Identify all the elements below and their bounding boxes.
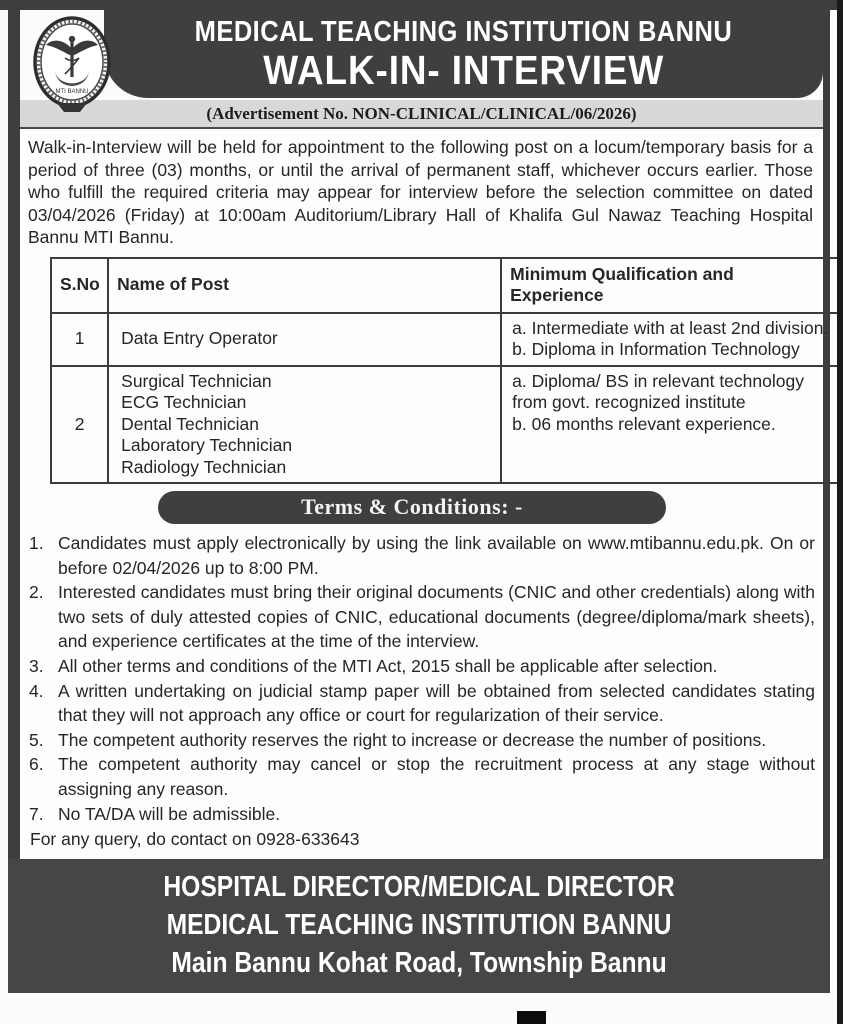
post-name: Surgical Technician <box>121 370 272 391</box>
post-name: Dental Technician <box>121 413 259 434</box>
list-item <box>26 679 815 728</box>
col-header-sno: S.No <box>51 258 108 313</box>
table-header-row <box>51 258 838 313</box>
walk-in-interview-title: WALK-IN- INTERVIEW <box>263 47 664 93</box>
terms-heading: Terms & Conditions: - <box>158 491 666 524</box>
item-text: Candidates must apply electronically by using the link available on www.mtibannu.edu.pk. On or before 02/04/2026 up to 8:00 PM. <box>58 533 815 578</box>
post-name: ECG Technician <box>121 392 247 412</box>
item-number: 3. <box>29 655 44 676</box>
row1-sno: 1 <box>51 313 108 366</box>
list-item <box>26 580 815 654</box>
list-item <box>26 531 815 580</box>
item-text: All other terms and conditions of the MTI Act, 2015 shall be applicable after selection. <box>58 655 718 676</box>
item-text: A written undertaking on judicial stamp paper will be obtained from selected candidates stating that they will not approach any office or court for regularization of their service. <box>58 680 815 726</box>
qualification-item: b. 06 months relevant experience. <box>512 413 776 434</box>
advertisement-number-line: (Advertisement No. NON-CLINICAL/CLINICAL/06/2026) <box>20 100 823 129</box>
item-number: 5. <box>29 729 44 750</box>
scan-edge-strip <box>837 0 843 1024</box>
footer-institution-line: MEDICAL TEACHING INSTITUTION BANNU <box>166 909 672 942</box>
header <box>20 10 823 100</box>
qualification-item: b. Diploma in Information Technology <box>512 339 800 359</box>
item-text: No TA/DA will be admissible. <box>58 803 281 824</box>
footer-address-line: Main Bannu Kohat Road, Township Bannu <box>171 947 667 980</box>
frame-top-border <box>0 0 843 10</box>
row1-qualification <box>501 313 838 366</box>
table-row <box>51 366 838 484</box>
qualification-item: a. Diploma/ BS in relevant technology from govt. recognized institute <box>512 370 804 412</box>
post-name: Laboratory Technician <box>121 435 293 455</box>
list-item <box>26 728 815 753</box>
row2-sno: 2 <box>51 366 108 484</box>
item-text: Interested candidates must bring their original documents (CNIC and other credentials) along with two sets of duly attested copies of CNIC, educational documents (degree/diploma/mark sheets), and experience certificates at the time of the interview. <box>58 582 815 652</box>
post-name: Data Entry Operator <box>121 328 278 349</box>
col-header-qualification: Minimum Qualification and Experience <box>501 258 838 313</box>
row2-posts <box>108 366 501 484</box>
row2-qualification <box>501 366 838 484</box>
intro-paragraph: Walk-in-Interview will be held for appointment to the following post on a locum/temporary basis for a period of three (03) months, or until the arrival of permanent staff, whichever occurs earlier. Those who fulfill the required criteria may appear for interview before the selection committee on dated 03/04/2026 (Friday) at 10:00am Auditorium/Library Hall of Khalifa Gul Nawaz Teaching Hospital Bannu MTI Bannu. <box>28 137 813 247</box>
query-contact-line: For any query, do contact on 0928-633643 <box>30 829 360 850</box>
item-number: 2. <box>29 582 44 603</box>
item-text: The competent authority may cancel or stop the recruitment process at any stage without assigning any reason. <box>58 754 815 799</box>
table-row <box>51 313 838 366</box>
item-text: The competent authority reserves the right to increase or decrease the number of positions. <box>58 729 767 750</box>
page-frame <box>8 10 830 993</box>
list-item <box>26 752 815 801</box>
item-number: 7. <box>29 803 44 824</box>
institution-title: MEDICAL TEACHING INSTITUTION BANNU <box>194 16 733 48</box>
qualification-item: a. Intermediate with at least 2nd division. <box>512 317 829 338</box>
col-header-post: Name of Post <box>108 258 501 313</box>
row1-post <box>108 313 501 366</box>
footer-director-line: HOSPITAL DIRECTOR/MEDICAL DIRECTOR <box>163 871 675 904</box>
institution-seal-icon <box>32 14 112 118</box>
post-name: Radiology Technician <box>121 456 287 477</box>
item-number: 1. <box>29 533 44 553</box>
item-number: 6. <box>29 754 44 775</box>
title-banner <box>104 10 823 98</box>
svg-text:MTI BANNU: MTI BANNU <box>55 89 89 95</box>
footer-signature-block <box>8 859 830 993</box>
list-item <box>26 802 815 827</box>
item-number: 4. <box>29 680 44 701</box>
list-item <box>26 654 815 679</box>
terms-list <box>20 529 823 859</box>
page-mark <box>517 1011 546 1024</box>
posts-table <box>50 257 839 485</box>
